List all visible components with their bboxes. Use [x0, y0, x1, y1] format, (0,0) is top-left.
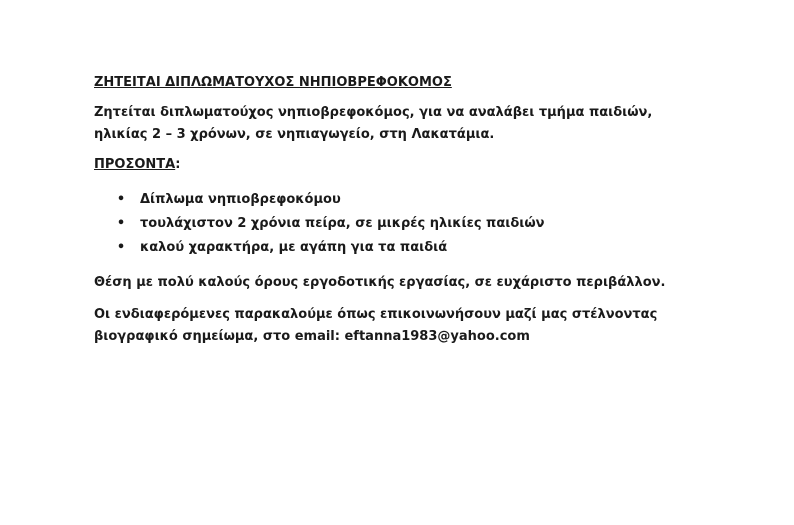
bullet-icon: •: [116, 192, 126, 207]
requirements-list: [94, 188, 704, 260]
requirements-heading-label: ΠΡΟΣΟΝΤΑ: [94, 157, 176, 172]
offer-paragraph: Θέση με πολύ καλούς όρους εργοδοτικής εργασίας, σε ευχάριστο περιβάλλον.: [94, 275, 666, 290]
document-page: [94, 74, 704, 358]
requirement-text: τουλάχιστον 2 χρόνια πείρα, σε μικρές ηλικίες παιδιών: [140, 216, 545, 231]
requirement-text: καλού χαρακτήρα, με αγάπη για τα παιδιά: [140, 240, 448, 255]
intro-paragraph: Ζητείται διπλωματούχος νηπιοβρεφοκόμος, για να αναλάβει τμήμα παιδιών, ηλικίας 2 – 3 χρόνων, σε νηπιαγωγείο, στη Λακατάμια.: [94, 105, 653, 142]
contact-paragraph: Οι ενδιαφερόμενες παρακαλούμε όπως επικοινωνήσουν μαζί μας στέλνοντας βιογραφικό σημείωμα, στο email: eftanna1983@yahoo.com: [94, 307, 658, 344]
requirements-heading: [94, 156, 704, 174]
document-title: ΖΗΤΕΙΤΑΙ ΔΙΠΛΩΜΑΤΟΥΧΟΣ ΝΗΠΙΟΒΡΕΦΟΚΟΜΟΣ: [94, 75, 452, 90]
requirements-heading-colon: :: [175, 157, 181, 172]
list-item: [94, 188, 704, 212]
requirement-text: Δίπλωμα νηπιοβρεφοκόμου: [140, 192, 341, 207]
list-item: [94, 236, 704, 260]
bullet-icon: •: [116, 240, 126, 255]
bullet-icon: •: [116, 216, 126, 231]
list-item: [94, 212, 704, 236]
